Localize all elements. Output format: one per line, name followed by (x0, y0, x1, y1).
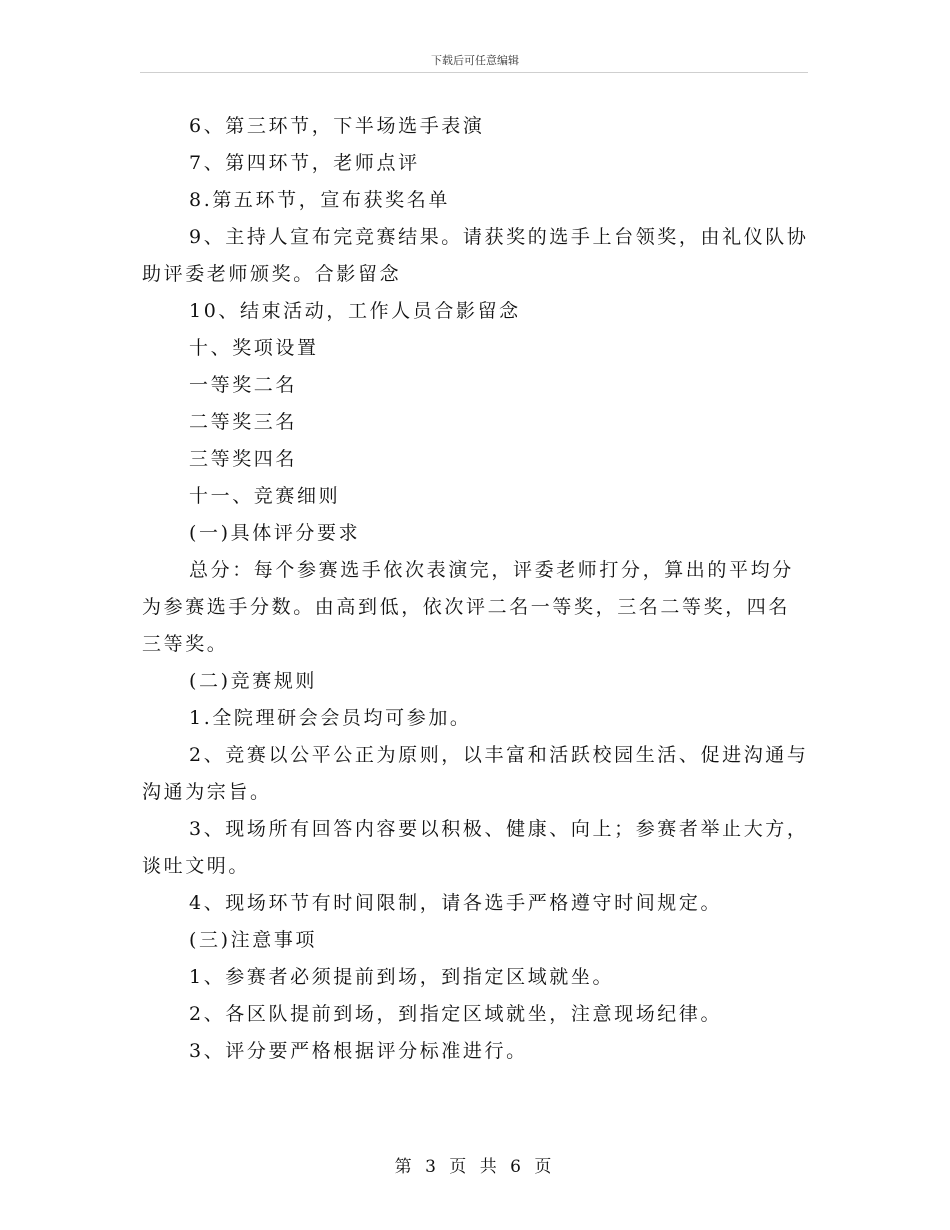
scoring-description: 总分：每个参赛选手依次表演完，评委老师打分，算出的平均分为参赛选手分数。由高到低，依次评二名一等奖，三名二等奖，四名三等奖。 (142, 559, 794, 655)
award-first-prize: 一等奖二名 (189, 374, 298, 396)
note-item-3: 3、评分要严格根据评分标准进行。 (189, 1040, 528, 1062)
paragraph-item-6: 6、第三环节，下半场选手表演 (189, 115, 485, 137)
note-item-1: 1、参赛者必须提前到场，到指定区域就坐。 (189, 966, 615, 988)
document-body (142, 108, 810, 1070)
subheading-competition-rules: (二)竞赛规则 (189, 670, 318, 692)
rule-item-4: 4、现场环节有时间限制，请各选手严格遵守时间规定。 (189, 892, 723, 914)
subheading-scoring: (一)具体评分要求 (189, 522, 361, 544)
award-third-prize: 三等奖四名 (189, 448, 298, 470)
page-header: 下载后可任意编辑 (431, 54, 519, 67)
subheading-notes: (三)注意事项 (189, 929, 318, 951)
header-divider (140, 72, 808, 73)
paragraph-item-9: 9、主持人宣布完竞赛结果。请获奖的选手上台领奖，由礼仪队协助评委老师颁奖。合影留念 (142, 226, 809, 285)
paragraph-item-7: 7、第四环节，老师点评 (189, 152, 420, 174)
paragraph-item-10: 10、结束活动，工作人员合影留念 (189, 300, 521, 322)
rule-item-3: 3、现场所有回答内容要以积极、健康、向上；参赛者举止大方，谈吐文明。 (142, 818, 809, 877)
section-heading-rules: 十一、竞赛细则 (189, 485, 341, 507)
note-item-2: 2、各区队提前到场，到指定区域就坐，注意现场纪律。 (189, 1003, 723, 1025)
section-heading-awards: 十、奖项设置 (189, 337, 319, 359)
page-number-footer: 第 3 页 共 6 页 (394, 1157, 556, 1177)
award-second-prize: 二等奖三名 (189, 411, 298, 433)
rule-item-2: 2、竞赛以公平公正为原则，以丰富和活跃校园生活、促进沟通与沟通为宗旨。 (142, 744, 809, 803)
paragraph-item-8: 8.第五环节，宣布获奖名单 (189, 189, 450, 211)
rule-item-1: 1.全院理研会会员均可参加。 (189, 707, 472, 729)
